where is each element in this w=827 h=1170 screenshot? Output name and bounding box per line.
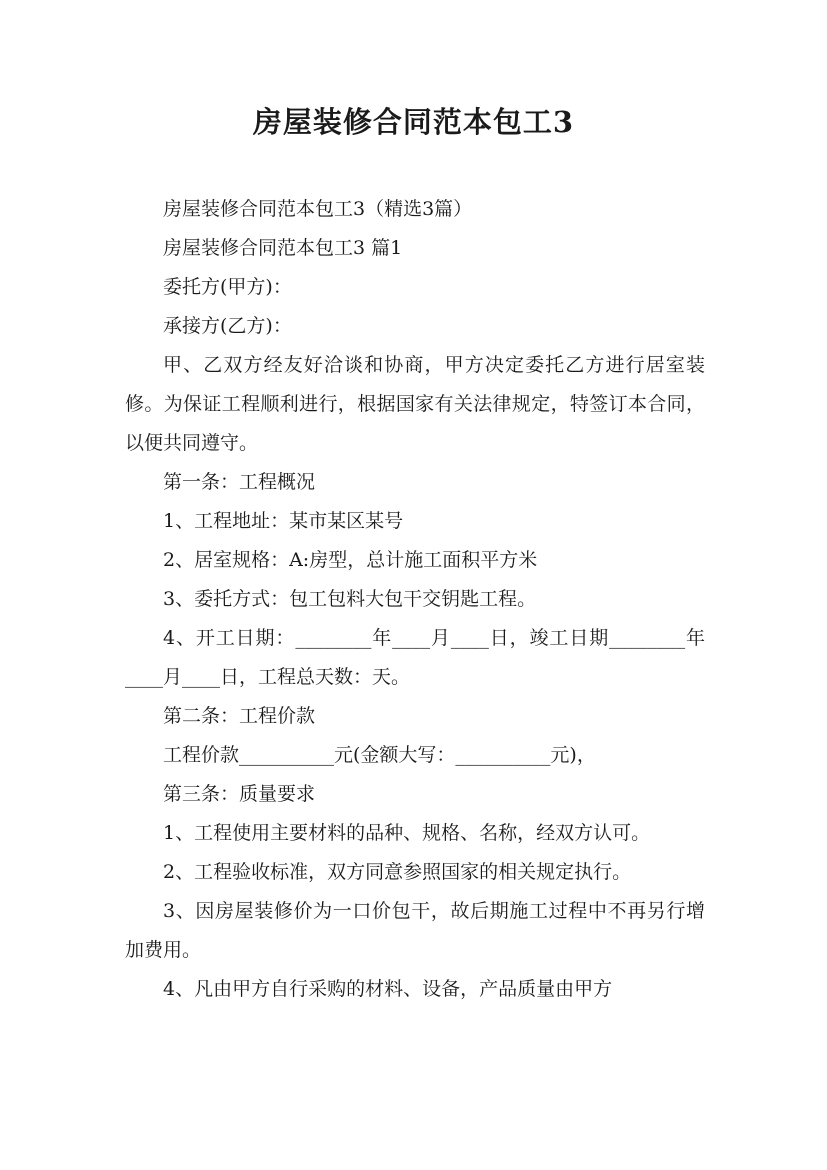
paragraph-clause-3-item-2: 2、工程验收标准，双方同意参照国家的相关规定执行。 bbox=[163, 861, 632, 883]
paragraph-clause-1-item-3: 3、委托方式：包工包料大包干交钥匙工程。 bbox=[163, 588, 537, 610]
paragraph-clause-1-item-4: 4、开工日期：________年____月____日，竣工日期________年____月____日，工程总天数：天。 bbox=[125, 627, 705, 688]
paragraph-party-a: 委托方(甲方)： bbox=[163, 276, 292, 298]
paragraph-article-heading: 房屋装修合同范本包工3 篇1 bbox=[163, 237, 403, 259]
document-body bbox=[125, 190, 705, 1009]
paragraph-subtitle: 房屋装修合同范本包工3（精选3篇） bbox=[163, 198, 473, 220]
document-title: 房屋装修合同范本包工3 bbox=[252, 105, 575, 139]
paragraph-clause-3-heading: 第三条：质量要求 bbox=[163, 783, 316, 805]
paragraph-clause-1-heading: 第一条：工程概况 bbox=[163, 471, 316, 493]
paragraph-clause-3-item-3: 3、因房屋装修价为一口价包干，故后期施工过程中不再另行增加费用。 bbox=[125, 900, 705, 961]
paragraph-clause-2-heading: 第二条：工程价款 bbox=[163, 705, 316, 727]
paragraph-party-b: 承接方(乙方)： bbox=[163, 315, 292, 337]
paragraph-clause-1-item-1: 1、工程地址：某市某区某号 bbox=[163, 510, 404, 532]
paragraph-clause-1-item-2: 2、居室规格：A:房型，总计施工面积平方米 bbox=[163, 549, 538, 571]
paragraph-clause-3-item-1: 1、工程使用主要材料的品种、规格、名称，经双方认可。 bbox=[163, 822, 651, 844]
paragraph-clause-2-price: 工程价款__________元(金额大写：__________元)， bbox=[163, 744, 596, 766]
paragraph-preamble: 甲、乙双方经友好洽谈和协商，甲方决定委托乙方进行居室装修。为保证工程顺利进行，根据国家有关法律规定，特签订本合同，以便共同遵守。 bbox=[125, 354, 705, 454]
paragraph-clause-3-item-4: 4、凡由甲方自行采购的材料、设备，产品质量由甲方 bbox=[163, 978, 613, 1000]
